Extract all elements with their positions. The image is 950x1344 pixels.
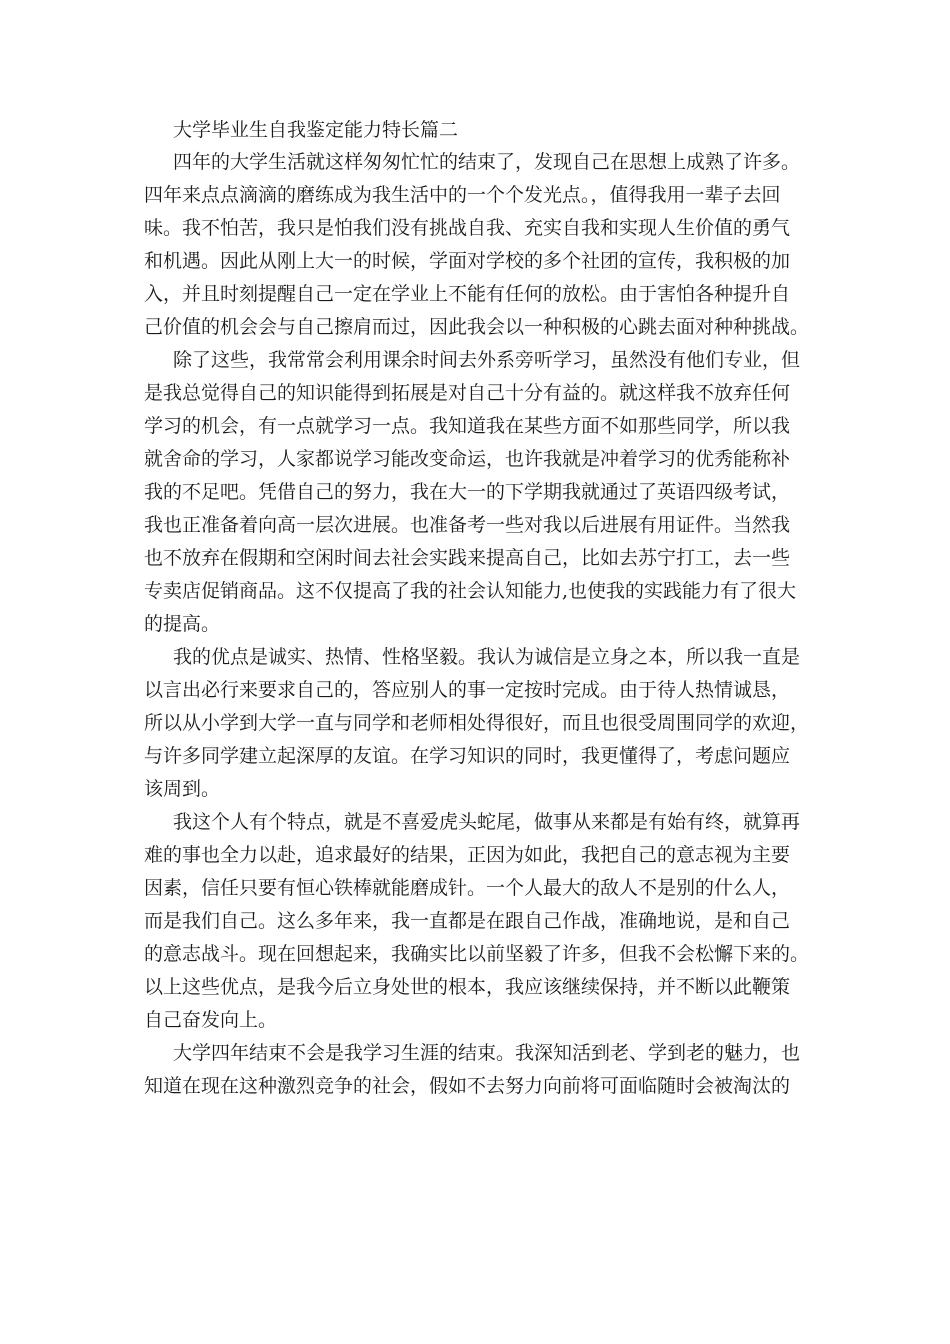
text-line: 己价值的机会会与自己擦肩而过，因此我会以一种积极的心跳去面对种种挑战。 <box>144 316 810 338</box>
text-line: 和机遇。因此从刚上大一的时候，学面对学校的多个社团的宣传，我积极的加 <box>144 250 791 272</box>
text-line: 而是我们自己。这么多年来，我一直都是在跟自己作战，准确地说，是和自己 <box>144 910 791 932</box>
text-line: 也不放弃在假期和空闲时间去社会实践来提高自己，比如去苏宁打工，去一些 <box>144 547 791 569</box>
text-line: 自己奋发向上。 <box>144 1009 278 1031</box>
text-line: 因素，信任只要有恒心铁棒就能磨成针。一个人最大的敌人不是别的什么人， <box>144 877 791 899</box>
text-line: 以上这些优点，是我今后立身处世的根本，我应该继续保持，并不断以此鞭策 <box>144 976 791 998</box>
text-line: 的意志战斗。现在回想起来，我确实比以前坚毅了许多，但我不会松懈下来的。 <box>144 943 810 965</box>
text-line: 四年来点点滴滴的磨练成为我生活中的一个个发光点。，值得我用一辈子去回 <box>144 184 781 206</box>
text-line: 专卖店促销商品。这不仅提高了我的社会认知能力,也使我的实践能力有了很大 <box>144 580 797 602</box>
text-line: 除了这些，我常常会利用课余时间去外系旁听学习，虽然没有他们专业，但 <box>173 349 801 371</box>
text-line: 我这个人有个特点，就是不喜爱虎头蛇尾，做事从来都是有始有终，就算再 <box>173 811 801 833</box>
paragraph-4 <box>144 806 810 1037</box>
paragraph-2 <box>144 344 804 641</box>
paragraph-5 <box>144 1037 804 1103</box>
text-line: 就舍命的学习，人家都说学习能改变命运，也许我就是冲着学习的优秀能称补 <box>144 448 791 470</box>
text-line: 我也正准备着向高一层次进展。也准备考一些对我以后进展有用证件。当然我 <box>144 514 791 536</box>
text-line: 入，并且时刻提醒自己一定在学业上不能有任何的放松。由于害怕各种提升自 <box>144 283 791 305</box>
text-line: 与许多同学建立起深厚的友谊。在学习知识的同时，我更懂得了，考虑问题应 <box>144 745 791 767</box>
document-title: 大学毕业生自我鉴定能力特长篇二 <box>173 119 459 141</box>
text-line: 我的不足吧。凭借自己的努力，我在大一的下学期我就通过了英语四级考试， <box>144 481 791 503</box>
text-line: 难的事也全力以赴，追求最好的结果，正因为如此，我把自己的意志视为主要 <box>144 844 791 866</box>
text-line: 以言出必行来要求自己的，答应别人的事一定按时完成。由于待人热情诚恳， <box>144 679 791 701</box>
text-line: 是我总觉得自己的知识能得到拓展是对自己十分有益的。就这样我不放弃任何 <box>144 382 791 404</box>
text-line: 知道在现在这种激烈竞争的社会，假如不去努力向前将可面临随时会被淘汰的 <box>144 1075 791 1097</box>
text-line: 的提高。 <box>144 613 221 635</box>
paragraph-1 <box>144 146 810 344</box>
document-body <box>144 114 810 1103</box>
text-line: 该周到。 <box>144 778 221 800</box>
text-line: 大学四年结束不会是我学习生涯的结束。我深知活到老、学到老的魅力，也 <box>173 1042 801 1064</box>
text-line: 味。我不怕苦，我只是怕我们没有挑战自我、充实自我和实现人生价值的勇气 <box>144 217 791 239</box>
text-line: 四年的大学生活就这样匆匆忙忙的结束了，发现自己在思想上成熟了许多。 <box>173 151 801 173</box>
text-line: 所以从小学到大学一直与同学和老师相处得很好，而且也很受周围同学的欢迎， <box>144 712 810 734</box>
paragraph-3 <box>144 641 810 806</box>
text-line: 学习的机会，有一点就学习一点。我知道我在某些方面不如那些同学，所以我 <box>144 415 791 437</box>
text-line: 我的优点是诚实、热情、性格坚毅。我认为诚信是立身之本，所以我一直是 <box>173 646 801 668</box>
